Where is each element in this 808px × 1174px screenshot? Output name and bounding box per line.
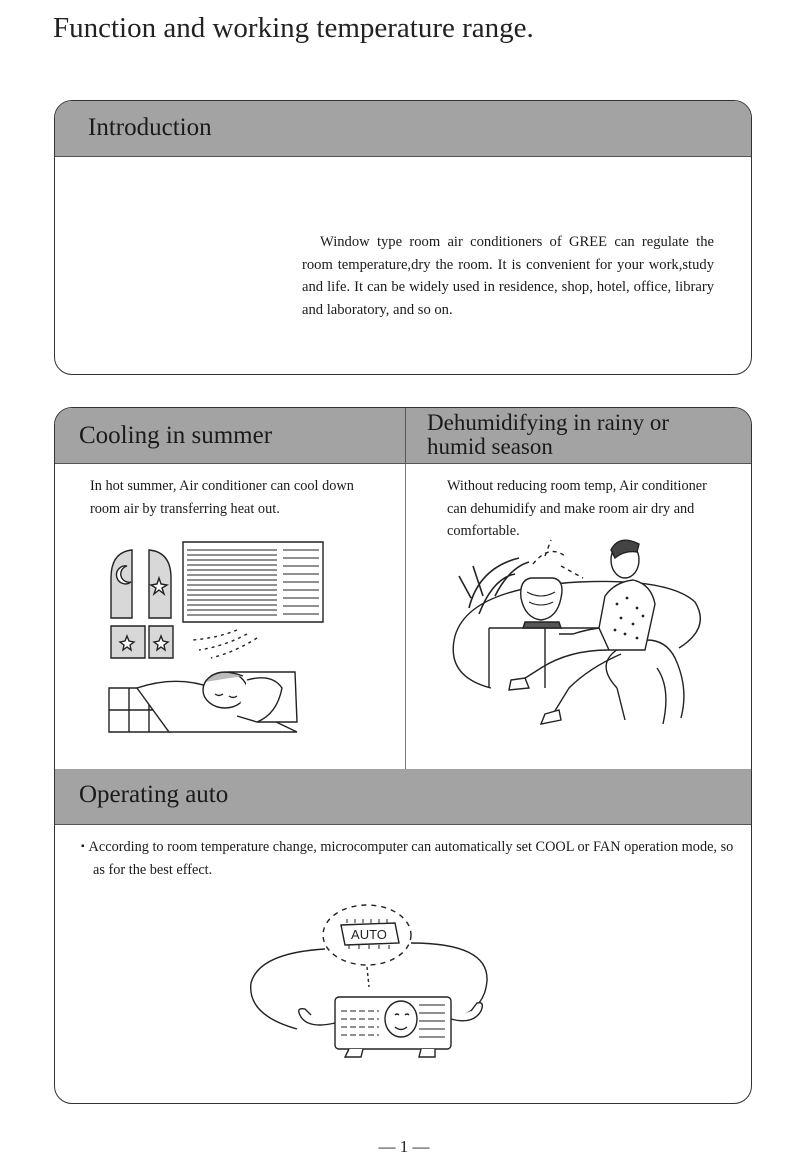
dehumidifying-header-cell [406,408,751,464]
left-hand [299,1009,335,1025]
introduction-section [54,100,752,375]
bubble-tail [367,967,369,987]
dehumidifying-heading: Dehumidifying in rainy or humid season [427,410,670,459]
ac-character-face [385,1001,417,1037]
introduction-text: Window type room air conditioners of GREE can regulate the room temperature,dry the room. It is convenient for your work,study and life. It can be widely used in residence, shop, hotel, office, library and laboratory, and so on. [302,234,714,318]
cooling-heading: Cooling in summer [79,422,273,449]
auto-heading: Operating auto [79,781,229,808]
auto-header-band [55,769,751,825]
bullet-icon: ▪ [81,841,85,852]
dehumidifying-text: Without reducing room temp, Air conditioner can dehumidify and make room air dry and comfortable. [447,478,707,539]
cooling-header-cell [55,408,406,464]
auto-illustration [249,903,495,1058]
airflow-lines [193,630,257,658]
introduction-header-band [55,101,751,157]
page-number: — 1 — [378,1137,430,1156]
features-section [54,407,752,1104]
shoe [509,678,529,690]
auto-text-body: According to room temperature change, microcomputer can automatically set COOL or FAN operation mode, so as for the best effect. [88,839,734,878]
dehumidifying-illustration [449,538,705,734]
features-header-band [55,408,751,464]
feet [345,1049,435,1057]
column-divider [405,464,406,769]
auto-chip-label: AUTO [351,927,387,942]
introduction-heading: Introduction [88,114,212,141]
right-hand [451,1003,482,1021]
page-title: Function and working temperature range. [53,12,534,44]
sofa-outline [453,581,700,688]
cooling-illustration [107,538,329,734]
cooling-text: In hot summer, Air conditioner can cool down room air by transferring heat out. [90,478,354,517]
auto-text [81,836,743,881]
shoe [541,710,561,724]
